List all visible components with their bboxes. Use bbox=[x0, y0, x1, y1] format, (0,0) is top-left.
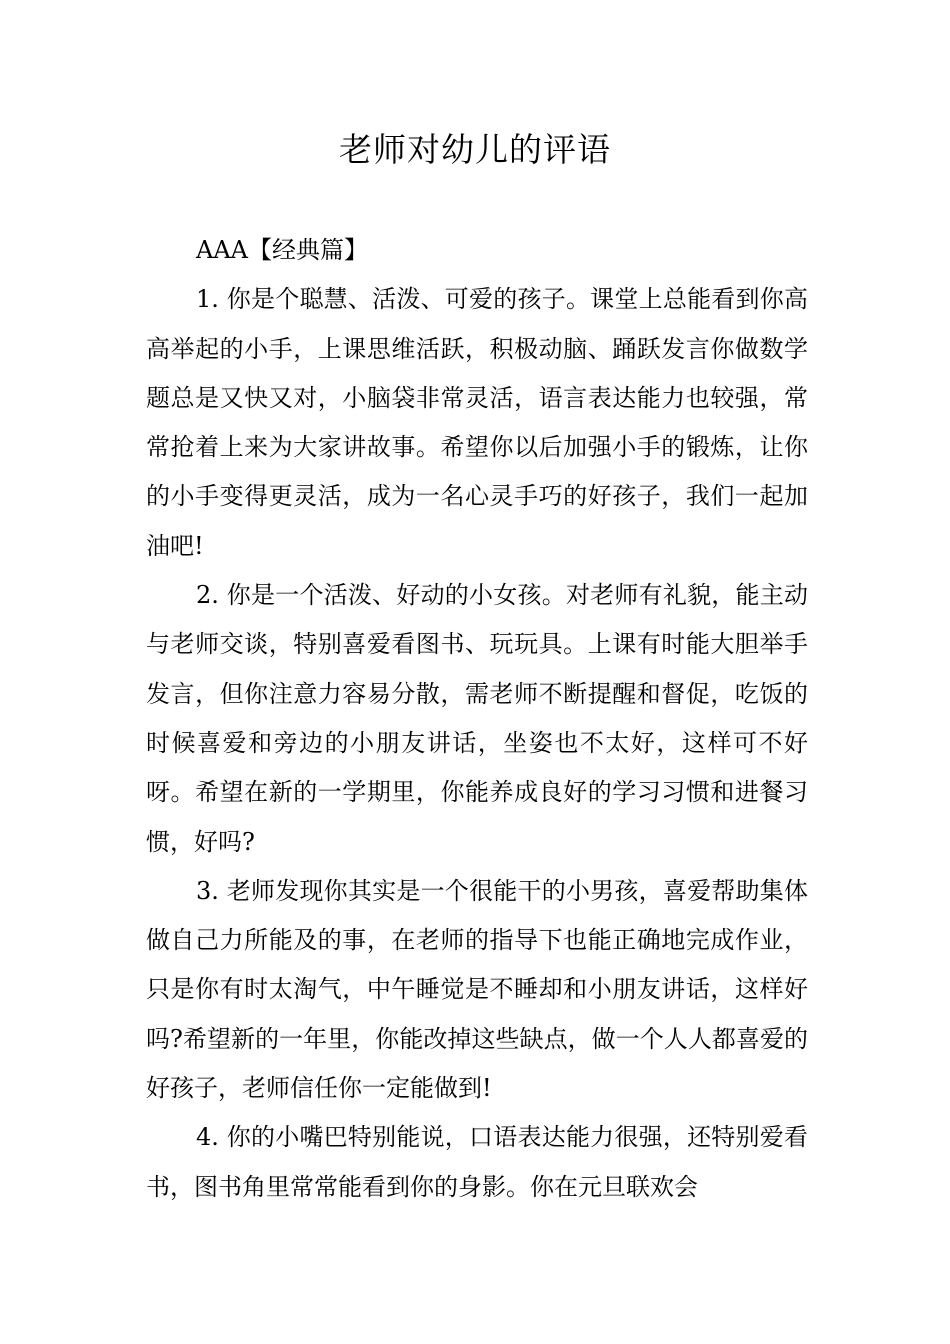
document-title: 老师对幼儿的评语 bbox=[339, 130, 611, 169]
document-body bbox=[146, 226, 808, 1212]
paragraph-2: 2. 你是一个活泼、好动的小女孩。对老师有礼貌，能主动与老师交谈，特别喜爱看图书、玩玩具。上课有时能大胆举手发言，但你注意力容易分散，需老师不断提醒和督促，吃饭的时候喜爱和旁边的小朋友讲话，坐姿也不太好，这样可不好呀。希望在新的一学期里，你能养成良好的学习习惯和进餐习惯，好吗? bbox=[146, 581, 808, 856]
paragraph-1: 1. 你是个聪慧、活泼、可爱的孩子。课堂上总能看到你高高举起的小手，上课思维活跃，积极动脑、踊跃发言你做数学题总是又快又对，小脑袋非常灵活，语言表达能力也较强，常常抢着上来为大家讲故事。希望你以后加强小手的锻炼，让你的小手变得更灵活，成为一名心灵手巧的好孩子，我们一起加油吧! bbox=[146, 285, 808, 560]
paragraph-3: 3. 老师发现你其实是一个很能干的小男孩，喜爱帮助集体做自己力所能及的事，在老师的指导下也能正确地完成作业，只是你有时太淘气，中午睡觉是不睡却和小朋友讲话，这样好吗?希望新的一年里，你能改掉这些缺点，做一个人人都喜爱的好孩子，老师信任你一定能做到! bbox=[146, 876, 808, 1103]
paragraph-4: 4. 你的小嘴巴特别能说，口语表达能力很强，还特别爱看书，图书角里常常能看到你的身影。你在元旦联欢会 bbox=[146, 1123, 808, 1201]
section-heading: AAA【经典篇】 bbox=[196, 236, 368, 264]
